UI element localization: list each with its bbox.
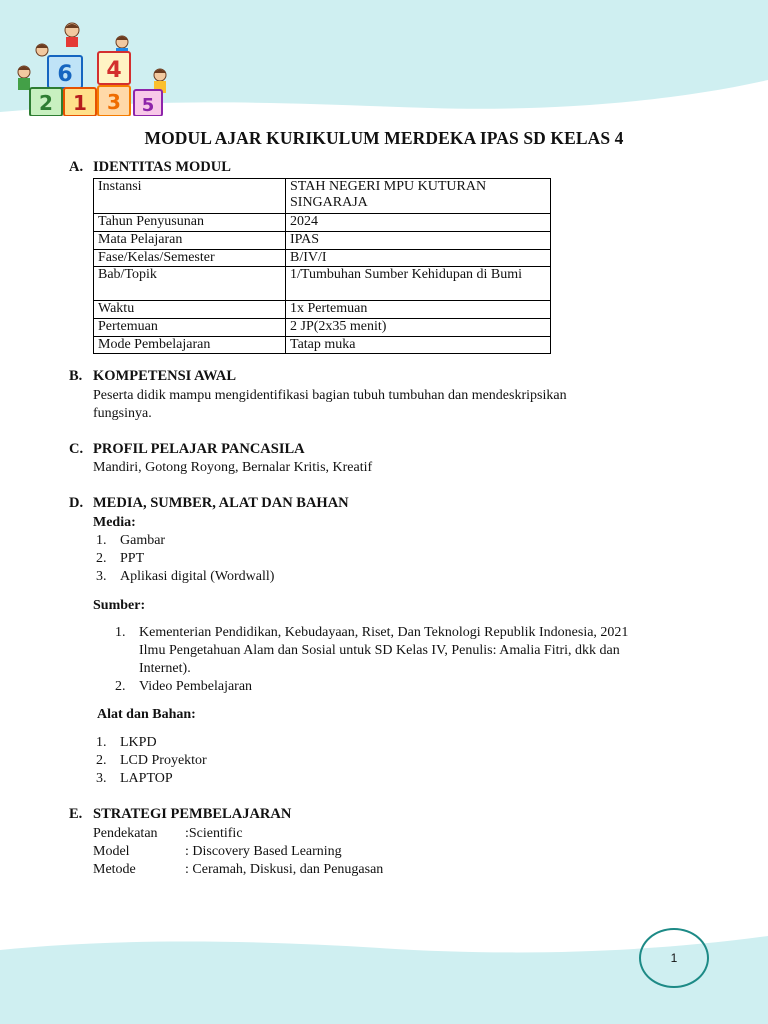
list-item	[96, 734, 207, 752]
list-text-line: Video Pembelajaran	[139, 679, 253, 694]
media-list	[96, 532, 275, 586]
table-key: Pertemuan	[94, 319, 286, 337]
strategy-key: Metode	[93, 862, 136, 877]
list-number: 2.	[115, 679, 126, 694]
table-value: Tatap muka	[286, 337, 551, 354]
list-text: PPT	[120, 551, 145, 566]
list-text-line: Internet).	[139, 661, 191, 676]
svg-text:4: 4	[106, 58, 122, 83]
section-d-heading	[69, 495, 349, 512]
list-number: 1.	[96, 533, 107, 548]
table-row	[94, 250, 551, 267]
list-text: Aplikasi digital (Wordwall)	[120, 569, 275, 584]
section-letter: D.	[69, 495, 84, 511]
section-title: PROFIL PELAJAR PANCASILA	[93, 441, 305, 457]
svg-text:1: 1	[73, 91, 87, 115]
block-2	[30, 88, 62, 116]
table-value: 1x Pertemuan	[286, 301, 551, 319]
table-value: STAH NEGERI MPU KUTURAN SINGARAJA	[286, 179, 551, 214]
list-number: 1.	[115, 625, 126, 640]
section-b-heading	[69, 368, 236, 385]
list-number: 3.	[96, 771, 107, 786]
identity-table	[93, 178, 551, 354]
list-text: LKPD	[120, 735, 157, 750]
svg-text:6: 6	[57, 62, 73, 87]
table-key: Mode Pembelajaran	[94, 337, 286, 354]
strategy-row	[93, 861, 383, 879]
list-text: LCD Proyektor	[120, 753, 207, 768]
table-row	[94, 267, 551, 301]
table-row	[94, 319, 551, 337]
alat-label: Alat dan Bahan:	[97, 707, 196, 722]
block-6	[48, 56, 82, 88]
list-item	[115, 624, 629, 678]
list-text-line: Ilmu Pengetahuan Alam dan Sosial untuk SD Kelas IV, Penulis: Amalia Fitri, dkk dan	[139, 643, 620, 658]
strategy-value: : Ceramah, Diskusi, dan Penugasan	[185, 862, 384, 877]
table-key: Bab/Topik	[94, 267, 286, 301]
list-item	[96, 532, 274, 550]
strategy-row	[93, 843, 342, 861]
page-number-text: 1	[670, 951, 678, 965]
section-letter: E.	[69, 806, 83, 822]
media-label: Media:	[93, 515, 136, 530]
block-4	[98, 52, 130, 84]
list-number: 1.	[96, 735, 107, 750]
table-key: Mata Pelajaran	[94, 232, 286, 250]
table-value: 2024	[286, 214, 551, 232]
list-number: 2.	[96, 753, 107, 768]
svg-text:5: 5	[141, 95, 155, 116]
paragraph-line: Mandiri, Gotong Royong, Bernalar Kritis, Kreatif	[93, 460, 373, 475]
page-title: MODUL AJAR KURIKULUM MERDEKA IPAS SD KELAS 4	[144, 128, 624, 148]
strategy-value: : Discovery Based Learning	[185, 844, 342, 859]
section-title: MEDIA, SUMBER, ALAT DAN BAHAN	[93, 495, 349, 511]
section-letter: C.	[69, 441, 84, 457]
list-text: Gambar	[120, 533, 166, 548]
list-number: 2.	[96, 551, 107, 566]
svg-text:3: 3	[107, 90, 121, 114]
sumber-label: Sumber:	[93, 598, 146, 613]
section-c-heading	[69, 441, 305, 458]
section-title: STRATEGI PEMBELAJARAN	[93, 806, 292, 822]
block-1	[64, 88, 96, 116]
number-blocks-kids-icon	[12, 20, 174, 116]
table-row	[94, 301, 551, 319]
list-item	[96, 568, 275, 586]
section-title: KOMPETENSI AWAL	[93, 368, 237, 384]
table-row	[94, 179, 551, 214]
strategy-key: Model	[93, 844, 130, 859]
strategy-row	[93, 825, 243, 843]
strategy-key: Pendekatan	[93, 826, 158, 841]
table-key: Tahun Penyusunan	[94, 214, 286, 232]
table-value: IPAS	[286, 232, 551, 250]
list-item	[96, 752, 207, 770]
page-number	[639, 928, 709, 988]
table-key: Instansi	[94, 179, 286, 214]
paragraph-line: fungsinya.	[93, 406, 152, 421]
section-letter: A.	[69, 159, 84, 175]
list-item	[96, 770, 207, 788]
section-a-heading	[69, 159, 231, 176]
table-value: 2 JP(2x35 menit)	[286, 319, 551, 337]
list-item	[115, 678, 628, 696]
section-letter: B.	[69, 368, 83, 384]
paragraph-line: Peserta didik mampu mengidentifikasi bagian tubuh tumbuhan dan mendeskripsikan	[93, 388, 567, 403]
table-row	[94, 337, 551, 354]
list-text: LAPTOP	[120, 771, 173, 786]
table-row	[94, 232, 551, 250]
table-row	[94, 214, 551, 232]
svg-text:2: 2	[39, 91, 53, 115]
section-title: IDENTITAS MODUL	[93, 159, 231, 175]
strategy-value: :Scientific	[185, 826, 243, 841]
list-item	[96, 550, 274, 568]
block-5	[134, 90, 162, 116]
table-key: Waktu	[94, 301, 286, 319]
block-3	[98, 86, 130, 116]
list-text-line: Kementerian Pendidikan, Kebudayaan, Riset, Dan Teknologi Republik Indonesia, 2021	[139, 625, 629, 640]
list-number: 3.	[96, 569, 107, 584]
alat-list	[96, 734, 207, 788]
table-key: Fase/Kelas/Semester	[94, 250, 286, 267]
table-value: 1/Tumbuhan Sumber Kehidupan di Bumi	[286, 267, 551, 301]
table-value: B/IV/I	[286, 250, 551, 267]
sumber-list	[115, 624, 629, 696]
section-e-heading	[69, 806, 291, 823]
